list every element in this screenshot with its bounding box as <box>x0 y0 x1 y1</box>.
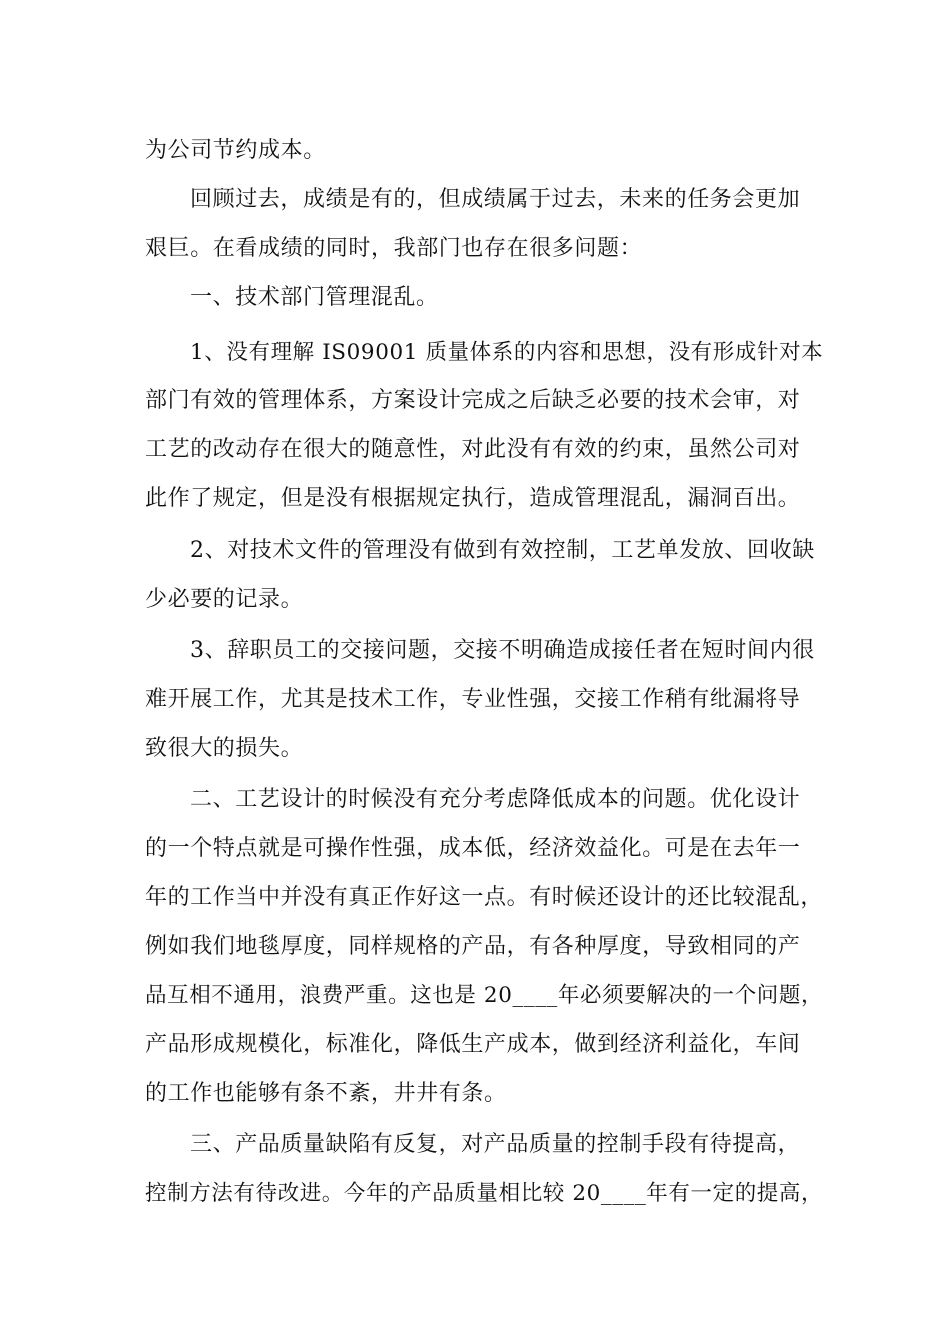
text-line: 1、没有理解 IS09001 质量体系的内容和思想，没有形成针对本 <box>190 340 824 365</box>
text-line: 此作了规定，但是没有根据规定执行，造成管理混乱，漏洞百出。 <box>145 486 801 511</box>
text-line: 品互相不通用，浪费严重。这也是 20____年必须要解决的一个问题， <box>145 983 824 1008</box>
text-line: 2、对技术文件的管理没有做到有效控制，工艺单发放、回收缺 <box>190 538 815 563</box>
text-line: 少必要的记录。 <box>145 587 304 612</box>
text-line: 回顾过去，成绩是有的，但成绩属于过去，未来的任务会更加 <box>190 187 801 212</box>
section-heading: 三、产品质量缺陷有反复，对产品质量的控制手段有待提高， <box>190 1132 801 1157</box>
text-line: 难开展工作，尤其是技术工作，专业性强，交接工作稍有纰漏将导 <box>145 687 801 712</box>
text-line: 部门有效的管理体系，方案设计完成之后缺乏必要的技术会审，对 <box>145 388 801 413</box>
text-line: 工艺的改动存在很大的随意性，对此没有有效的约束，虽然公司对 <box>145 437 801 462</box>
text-line: 的一个特点就是可操作性强，成本低，经济效益化。可是在去年一 <box>145 836 801 861</box>
text-line: 产品形成规模化，标准化，降低生产成本，做到经济利益化，车间 <box>145 1032 801 1057</box>
text-line: 致很大的损失。 <box>145 736 304 761</box>
text-line: 例如我们地毯厚度，同样规格的产品，有各种厚度，导致相同的产 <box>145 934 801 959</box>
text-line: 的工作也能够有条不紊，井井有条。 <box>145 1081 507 1106</box>
section-heading: 二、工艺设计的时候没有充分考虑降低成本的问题。优化设计 <box>190 787 801 812</box>
text-line: 为公司节约成本。 <box>145 138 326 163</box>
section-heading: 一、技术部门管理混乱。 <box>190 285 439 310</box>
text-line: 年的工作当中并没有真正作好这一点。有时候还设计的还比较混乱， <box>145 885 824 910</box>
text-line: 3、辞职员工的交接问题，交接不明确造成接任者在短时间内很 <box>190 638 815 663</box>
text-line: 艰巨。在看成绩的同时，我部门也存在很多问题： <box>145 236 643 261</box>
text-line: 控制方法有待改进。今年的产品质量相比较 20____年有一定的提高， <box>145 1181 824 1206</box>
